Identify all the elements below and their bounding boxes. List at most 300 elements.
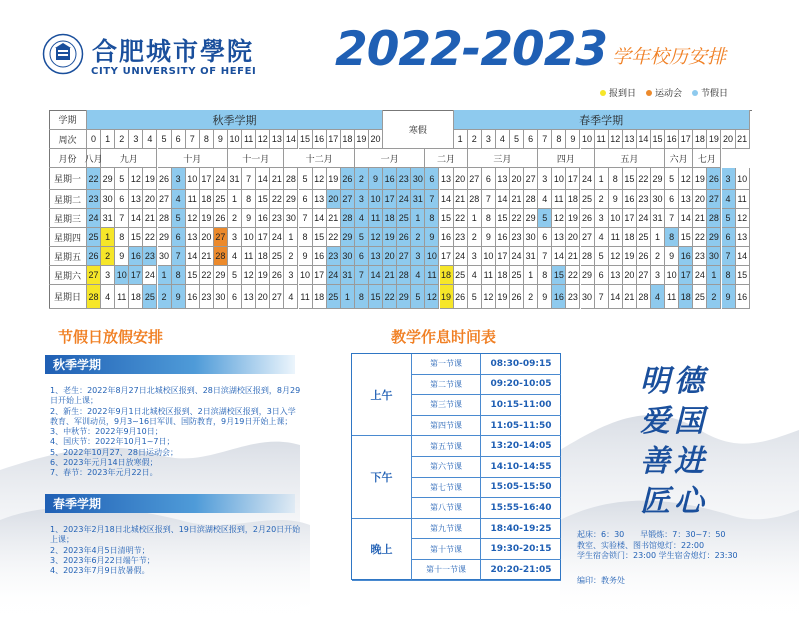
day-cell: 11 bbox=[482, 266, 496, 285]
day-cell: 11 bbox=[186, 190, 200, 209]
day-cell: 9 bbox=[665, 247, 679, 266]
week-number: 2 bbox=[115, 130, 129, 149]
day-cell: 9 bbox=[242, 209, 256, 228]
day-cell: 20 bbox=[256, 285, 270, 309]
day-cell: 22 bbox=[566, 266, 580, 285]
period-name: 第八节课 bbox=[430, 503, 462, 513]
autumn-semester-band bbox=[45, 355, 295, 374]
day-cell: 7 bbox=[722, 247, 736, 266]
day-cell: 10 bbox=[665, 266, 679, 285]
week-number: 13 bbox=[623, 130, 637, 149]
week-number: 8 bbox=[552, 130, 566, 149]
day-cell: 23 bbox=[143, 247, 157, 266]
day-cell: 5 bbox=[115, 168, 129, 190]
row-label-semester: 学期 bbox=[49, 110, 87, 130]
week-number: 3 bbox=[129, 130, 143, 149]
week-number: 9 bbox=[214, 130, 228, 149]
day-cell: 6 bbox=[425, 168, 439, 190]
week-number: 4 bbox=[496, 130, 510, 149]
day-cell: 4 bbox=[228, 247, 242, 266]
day-cell: 23 bbox=[693, 247, 707, 266]
month-label: 一月 bbox=[355, 149, 426, 168]
day-cell: 7 bbox=[242, 168, 256, 190]
legend-label: 节假日 bbox=[701, 89, 729, 99]
day-cell: 21 bbox=[383, 266, 397, 285]
day-cell: 5 bbox=[172, 209, 186, 228]
day-cell: 3 bbox=[722, 168, 736, 190]
day-cell: 24 bbox=[87, 209, 101, 228]
weekday-label: 星期六 bbox=[49, 266, 87, 285]
day-cell: 26 bbox=[637, 247, 651, 266]
day-cell: 11 bbox=[609, 228, 623, 247]
day-cell: 3 bbox=[284, 266, 298, 285]
day-cell: 8 bbox=[115, 228, 129, 247]
motto-line: 明德 bbox=[640, 364, 708, 399]
day-cell: 24 bbox=[214, 168, 228, 190]
week-number: 4 bbox=[143, 130, 157, 149]
day-cell: 21 bbox=[623, 285, 637, 309]
day-cell: 10 bbox=[115, 266, 129, 285]
day-cell: 7 bbox=[299, 209, 313, 228]
day-cell: 30 bbox=[284, 209, 298, 228]
day-cell: 18 bbox=[383, 209, 397, 228]
day-cell: 23 bbox=[454, 228, 468, 247]
period-name: 第十一节课 bbox=[426, 565, 466, 575]
day-cell: 16 bbox=[736, 285, 750, 309]
day-cell: 12 bbox=[313, 168, 327, 190]
legend-dot-icon bbox=[600, 90, 606, 96]
legend-item-holiday bbox=[692, 86, 728, 99]
day-cell: 21 bbox=[454, 190, 468, 209]
week-number: 20 bbox=[722, 130, 736, 149]
day-cell: 22 bbox=[637, 168, 651, 190]
daily-schedule bbox=[577, 530, 738, 562]
day-cell: 27 bbox=[524, 168, 538, 190]
day-cell: 1 bbox=[468, 209, 482, 228]
day-cell: 17 bbox=[256, 228, 270, 247]
week-number: 17 bbox=[679, 130, 693, 149]
day-cell: 20 bbox=[510, 168, 524, 190]
day-cell: 14 bbox=[440, 190, 454, 209]
period-name: 第十节课 bbox=[430, 544, 462, 554]
legend-dot-icon bbox=[692, 90, 698, 96]
day-cell: 1 bbox=[707, 266, 721, 285]
day-cell: 10 bbox=[552, 168, 566, 190]
day-cell: 5 bbox=[538, 209, 552, 228]
week-number: 13 bbox=[270, 130, 284, 149]
day-cell: 24 bbox=[637, 209, 651, 228]
day-cell: 11 bbox=[115, 285, 129, 309]
day-cell: 31 bbox=[228, 168, 242, 190]
day-cell: 13 bbox=[313, 190, 327, 209]
timetable-row bbox=[412, 457, 561, 478]
day-cell: 23 bbox=[637, 190, 651, 209]
day-cell: 4 bbox=[468, 266, 482, 285]
week-number: 11 bbox=[242, 130, 256, 149]
day-cell: 27 bbox=[581, 228, 595, 247]
day-cell: 1 bbox=[524, 266, 538, 285]
week-number: 8 bbox=[200, 130, 214, 149]
day-cell: 11 bbox=[425, 266, 439, 285]
day-cell: 8 bbox=[172, 266, 186, 285]
timetable-row bbox=[412, 539, 561, 560]
day-cell: 11 bbox=[552, 190, 566, 209]
week-number: 9 bbox=[566, 130, 580, 149]
day-cell: 2 bbox=[468, 228, 482, 247]
day-cell: 13 bbox=[242, 285, 256, 309]
day-cell: 3 bbox=[172, 168, 186, 190]
day-cell: 18 bbox=[256, 247, 270, 266]
week-number: 5 bbox=[158, 130, 172, 149]
winter-break-header: 寒假 bbox=[383, 110, 454, 149]
day-cell: 5 bbox=[355, 228, 369, 247]
week-number: 14 bbox=[284, 130, 298, 149]
day-cell: 30 bbox=[411, 168, 425, 190]
day-cell: 25 bbox=[143, 285, 157, 309]
day-cell: 12 bbox=[242, 266, 256, 285]
day-cell: 7 bbox=[595, 285, 609, 309]
day-cell: 1 bbox=[595, 168, 609, 190]
school-name-cn: 合肥城市學院 bbox=[92, 37, 255, 66]
day-cell: 2 bbox=[707, 285, 721, 309]
day-cell: 29 bbox=[397, 285, 411, 309]
spring-semester-band bbox=[45, 494, 295, 513]
day-cell: 27 bbox=[270, 285, 284, 309]
day-cell: 30 bbox=[101, 190, 115, 209]
weekday-label: 星期五 bbox=[49, 247, 87, 266]
day-cell: 25 bbox=[581, 190, 595, 209]
day-cell: 2 bbox=[595, 190, 609, 209]
day-cell: 25 bbox=[270, 247, 284, 266]
day-cell: 4 bbox=[172, 190, 186, 209]
day-cell: 4 bbox=[722, 190, 736, 209]
day-cell: 9 bbox=[172, 285, 186, 309]
day-cell: 6 bbox=[228, 285, 242, 309]
note-line: 4、2023年7月9日放暑假。 bbox=[50, 566, 150, 576]
day-cell: 23 bbox=[510, 228, 524, 247]
day-cell: 11 bbox=[242, 247, 256, 266]
day-cell: 18 bbox=[679, 285, 693, 309]
timetable-row bbox=[412, 478, 561, 499]
day-cell: 5 bbox=[595, 247, 609, 266]
day-cell: 29 bbox=[341, 228, 355, 247]
day-cell: 15 bbox=[440, 209, 454, 228]
day-cell: 21 bbox=[327, 209, 341, 228]
day-cell: 25 bbox=[693, 285, 707, 309]
day-cell: 10 bbox=[425, 247, 439, 266]
day-cell: 14 bbox=[736, 247, 750, 266]
academic-year-title: 2022-2023 bbox=[335, 22, 608, 77]
week-number: 14 bbox=[637, 130, 651, 149]
day-cell: 12 bbox=[609, 247, 623, 266]
period-time: 11:05-11:50 bbox=[480, 416, 561, 436]
day-cell: 15 bbox=[129, 228, 143, 247]
day-cell: 25 bbox=[454, 266, 468, 285]
day-cell: 5 bbox=[665, 168, 679, 190]
day-cell: 18 bbox=[313, 285, 327, 309]
day-cell: 12 bbox=[369, 228, 383, 247]
note-line: 4、国庆节：2022年10月1~7日； bbox=[50, 437, 175, 447]
row-label-week: 周次 bbox=[49, 130, 87, 149]
day-cell: 13 bbox=[369, 247, 383, 266]
day-cell: 13 bbox=[736, 228, 750, 247]
day-cell: 14 bbox=[256, 168, 270, 190]
day-cell: 20 bbox=[143, 190, 157, 209]
day-cell: 8 bbox=[538, 266, 552, 285]
day-cell: 24 bbox=[693, 266, 707, 285]
day-cell: 29 bbox=[707, 228, 721, 247]
day-cell: 13 bbox=[440, 168, 454, 190]
daily-line: 起床：6：30 早锻炼：7：30~7：50 bbox=[577, 530, 726, 539]
week-number: 12 bbox=[256, 130, 270, 149]
day-cell: 25 bbox=[214, 190, 228, 209]
period-time: 08:30-09:15 bbox=[480, 354, 561, 374]
day-cell: 26 bbox=[510, 285, 524, 309]
day-cell: 26 bbox=[707, 168, 721, 190]
day-cell: 26 bbox=[341, 168, 355, 190]
day-cell: 15 bbox=[736, 266, 750, 285]
week-number: 18 bbox=[693, 130, 707, 149]
day-cell: 29 bbox=[581, 266, 595, 285]
day-cell: 20 bbox=[623, 266, 637, 285]
day-cell: 27 bbox=[87, 266, 101, 285]
day-cell: 12 bbox=[482, 285, 496, 309]
day-cell: 15 bbox=[313, 228, 327, 247]
day-cell: 22 bbox=[454, 209, 468, 228]
day-cell: 29 bbox=[651, 168, 665, 190]
day-cell: 9 bbox=[425, 228, 439, 247]
day-cell: 27 bbox=[707, 190, 721, 209]
day-cell: 14 bbox=[552, 247, 566, 266]
day-cell: 29 bbox=[214, 266, 228, 285]
day-cell: 19 bbox=[440, 285, 454, 309]
period-name: 第四节课 bbox=[430, 421, 462, 431]
day-cell: 15 bbox=[552, 266, 566, 285]
day-cell: 3 bbox=[355, 190, 369, 209]
week-number: 12 bbox=[609, 130, 623, 149]
day-cell: 30 bbox=[341, 247, 355, 266]
day-cell: 28 bbox=[87, 285, 101, 309]
day-cell: 7 bbox=[425, 190, 439, 209]
legend-item-sports bbox=[646, 86, 682, 99]
month-label: 十月 bbox=[158, 149, 229, 168]
day-cell: 2 bbox=[411, 228, 425, 247]
motto-line: 善进 bbox=[640, 444, 708, 479]
day-cell: 26 bbox=[87, 247, 101, 266]
day-cell: 31 bbox=[524, 247, 538, 266]
day-cell: 18 bbox=[623, 228, 637, 247]
day-cell: 6 bbox=[299, 190, 313, 209]
day-cell: 14 bbox=[129, 209, 143, 228]
day-cell: 16 bbox=[129, 247, 143, 266]
day-cell: 30 bbox=[214, 285, 228, 309]
day-cell: 13 bbox=[186, 228, 200, 247]
month-label: 三月 bbox=[468, 149, 539, 168]
day-cell: 21 bbox=[566, 247, 580, 266]
day-cell: 8 bbox=[242, 190, 256, 209]
day-cell: 30 bbox=[524, 228, 538, 247]
autumn-semester-header: 秋季学期 bbox=[87, 110, 383, 130]
day-cell: 19 bbox=[496, 285, 510, 309]
note-line: 上课； bbox=[50, 535, 74, 545]
holiday-section-title: 节假日放假安排 bbox=[58, 328, 164, 346]
week-number: 15 bbox=[651, 130, 665, 149]
period-time: 15:05-15:50 bbox=[480, 478, 561, 498]
month-label: 九月 bbox=[101, 149, 157, 168]
day-cell: 3 bbox=[538, 168, 552, 190]
day-cell: 8 bbox=[425, 209, 439, 228]
day-cell: 17 bbox=[200, 168, 214, 190]
day-cell: 21 bbox=[143, 209, 157, 228]
day-cell: 7 bbox=[665, 209, 679, 228]
day-cell: 15 bbox=[369, 285, 383, 309]
day-cell: 9 bbox=[115, 247, 129, 266]
note-line: 5、2022年10月27、28日运动会； bbox=[50, 447, 178, 457]
day-cell: 2 bbox=[228, 209, 242, 228]
period-name: 第三节课 bbox=[430, 400, 462, 410]
day-cell: 18 bbox=[496, 266, 510, 285]
day-cell: 18 bbox=[566, 190, 580, 209]
day-cell: 24 bbox=[510, 247, 524, 266]
day-cell: 19 bbox=[143, 168, 157, 190]
day-cell: 12 bbox=[552, 209, 566, 228]
day-cell: 1 bbox=[341, 285, 355, 309]
timetable-row bbox=[412, 436, 561, 457]
day-cell: 3 bbox=[411, 247, 425, 266]
week-number: 0 bbox=[87, 130, 101, 149]
day-cell: 27 bbox=[158, 190, 172, 209]
day-cell: 20 bbox=[566, 228, 580, 247]
day-cell: 23 bbox=[327, 247, 341, 266]
day-cell: 20 bbox=[327, 190, 341, 209]
day-cell: 14 bbox=[313, 209, 327, 228]
day-cell: 31 bbox=[101, 209, 115, 228]
day-cell: 6 bbox=[665, 190, 679, 209]
timetable-row bbox=[412, 395, 561, 416]
day-cell: 2 bbox=[158, 285, 172, 309]
week-number: 2 bbox=[468, 130, 482, 149]
day-cell: 6 bbox=[172, 228, 186, 247]
day-cell: 21 bbox=[510, 190, 524, 209]
weekday-label: 星期二 bbox=[49, 190, 87, 209]
school-name-en: CITY UNIVERSITY OF HEFEI bbox=[91, 66, 257, 77]
day-cell: 6 bbox=[355, 247, 369, 266]
day-cell: 27 bbox=[468, 168, 482, 190]
day-cell: 15 bbox=[623, 168, 637, 190]
day-cell: 1 bbox=[101, 228, 115, 247]
motto-line: 爱国 bbox=[640, 404, 708, 439]
day-cell: 5 bbox=[411, 285, 425, 309]
day-cell: 4 bbox=[411, 266, 425, 285]
day-cell: 26 bbox=[214, 209, 228, 228]
week-number: 21 bbox=[736, 130, 750, 149]
day-cell: 21 bbox=[693, 209, 707, 228]
day-cell: 21 bbox=[200, 247, 214, 266]
month-label: 四月 bbox=[538, 149, 594, 168]
timetable bbox=[351, 353, 561, 580]
day-cell: 10 bbox=[482, 247, 496, 266]
day-cell: 22 bbox=[693, 228, 707, 247]
day-cell: 1 bbox=[228, 190, 242, 209]
day-cell: 9 bbox=[538, 285, 552, 309]
note-line: 日开始上课； bbox=[50, 396, 98, 406]
day-cell: 1 bbox=[284, 228, 298, 247]
week-number: 19 bbox=[355, 130, 369, 149]
day-cell: 22 bbox=[200, 266, 214, 285]
day-cell: 17 bbox=[623, 209, 637, 228]
day-cell: 18 bbox=[440, 266, 454, 285]
day-cell: 16 bbox=[496, 228, 510, 247]
day-cell: 10 bbox=[299, 266, 313, 285]
day-cell: 3 bbox=[101, 266, 115, 285]
school-motto bbox=[640, 362, 708, 522]
day-cell: 29 bbox=[524, 209, 538, 228]
day-cell: 28 bbox=[637, 285, 651, 309]
day-cell: 17 bbox=[129, 266, 143, 285]
day-cell: 28 bbox=[341, 209, 355, 228]
day-cell: 20 bbox=[454, 168, 468, 190]
weekday-label: 星期三 bbox=[49, 209, 87, 228]
day-cell: 23 bbox=[87, 190, 101, 209]
motto-line: 匠心 bbox=[640, 484, 708, 519]
day-cell: 19 bbox=[383, 228, 397, 247]
day-cell: 9 bbox=[369, 168, 383, 190]
day-cell: 6 bbox=[722, 228, 736, 247]
period-name: 第二节课 bbox=[430, 379, 462, 389]
day-cell: 9 bbox=[722, 285, 736, 309]
day-cell: 14 bbox=[186, 247, 200, 266]
day-cell: 26 bbox=[270, 266, 284, 285]
day-cell: 9 bbox=[299, 247, 313, 266]
timetable-title: 教学作息时间表 bbox=[391, 328, 497, 346]
day-cell: 6 bbox=[595, 266, 609, 285]
day-cell: 19 bbox=[693, 168, 707, 190]
day-cell: 19 bbox=[623, 247, 637, 266]
day-cell: 9 bbox=[482, 228, 496, 247]
day-cell: 4 bbox=[651, 285, 665, 309]
day-cell: 25 bbox=[327, 285, 341, 309]
day-cell: 26 bbox=[581, 209, 595, 228]
timetable-row bbox=[412, 498, 561, 519]
day-cell: 17 bbox=[496, 247, 510, 266]
day-cell: 17 bbox=[440, 247, 454, 266]
day-cell: 24 bbox=[454, 247, 468, 266]
day-cell: 3 bbox=[228, 228, 242, 247]
week-number: 6 bbox=[172, 130, 186, 149]
day-cell: 20 bbox=[383, 247, 397, 266]
period-time: 09:20-10:05 bbox=[480, 375, 561, 395]
day-cell: 31 bbox=[341, 266, 355, 285]
note-line: 2、2023年4月5日清明节； bbox=[50, 545, 150, 555]
day-cell: 5 bbox=[468, 285, 482, 309]
day-cell: 16 bbox=[313, 247, 327, 266]
week-number: 7 bbox=[538, 130, 552, 149]
day-cell: 17 bbox=[566, 168, 580, 190]
day-cell: 14 bbox=[496, 190, 510, 209]
day-cell: 25 bbox=[637, 228, 651, 247]
day-cell: 28 bbox=[524, 190, 538, 209]
day-cell: 28 bbox=[284, 168, 298, 190]
day-cell: 28 bbox=[214, 247, 228, 266]
day-cell: 7 bbox=[482, 190, 496, 209]
day-cell: 28 bbox=[707, 209, 721, 228]
day-cell: 22 bbox=[143, 228, 157, 247]
day-cell: 15 bbox=[186, 266, 200, 285]
day-cell: 23 bbox=[270, 209, 284, 228]
academic-year-subtitle: 学年校历安排 bbox=[612, 46, 727, 68]
day-cell: 11 bbox=[736, 190, 750, 209]
week-number: 18 bbox=[341, 130, 355, 149]
